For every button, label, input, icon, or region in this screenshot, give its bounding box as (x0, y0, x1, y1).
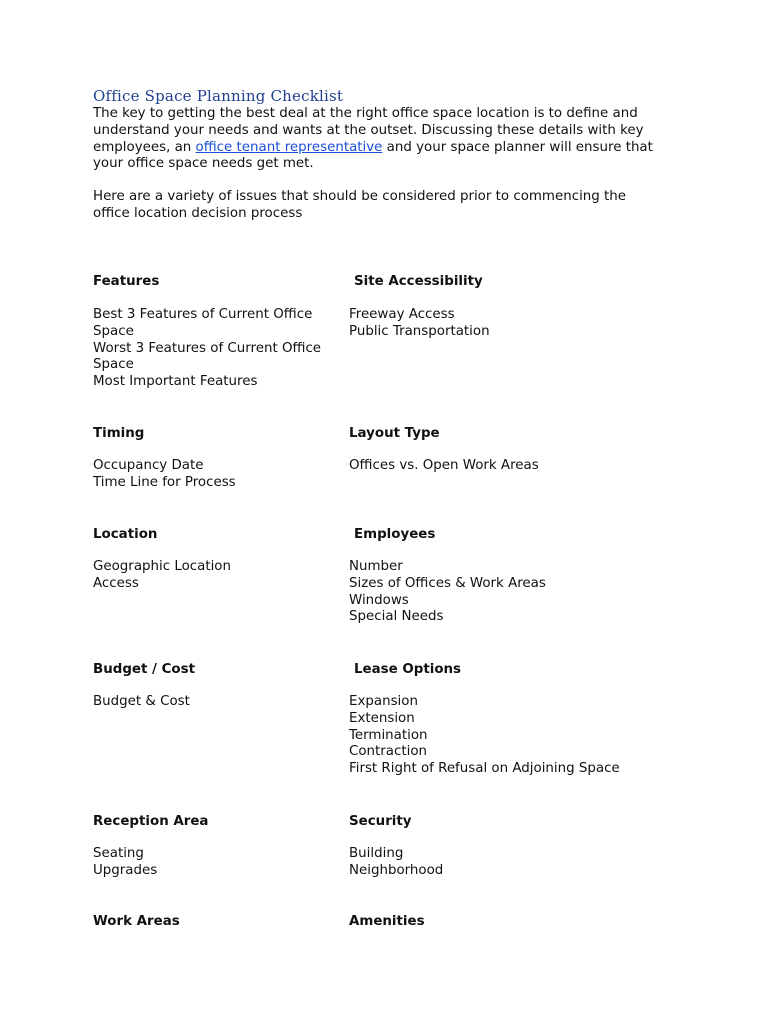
section-heading-reception-area: Reception Area (93, 814, 209, 829)
section-heading-amenities: Amenities (349, 914, 425, 929)
list-item: Freeway Access (349, 307, 455, 322)
list-item: Worst 3 Features of Current Office Space (93, 340, 322, 373)
list-item: Special Needs (349, 609, 444, 625)
section-heading-site-accessibility: Site Accessibility (354, 274, 483, 289)
list-item: Number (349, 559, 403, 574)
location-list (93, 559, 338, 593)
list-item: Best 3 Features of Current Office Space (93, 307, 313, 339)
features-list (93, 307, 338, 391)
list-item: Neighborhood (349, 862, 444, 878)
site-accessibility-list (349, 307, 649, 341)
list-item: Time Line for Process (93, 474, 236, 490)
document-title: Office Space Planning Checklist (93, 87, 344, 105)
list-item: Offices vs. Open Work Areas (349, 458, 539, 473)
reception-area-list (93, 846, 338, 880)
section-heading-location: Location (93, 527, 158, 542)
list-item: Termination (349, 727, 428, 743)
intro-paragraph-2: Here are a variety of issues that should be considered prior to commencing the office location decision process (93, 189, 627, 221)
section-heading-employees: Employees (354, 527, 436, 542)
section-heading-lease-options: Lease Options (354, 662, 462, 677)
list-item: Geographic Location (93, 559, 231, 574)
intro-text-start: The key to getting the best deal at the right office space location is to define and understand your needs and wants at the outset. Discussing these details with key employees, an (93, 106, 644, 155)
timing-list (93, 458, 338, 492)
office-tenant-representative-link[interactable]: office tenant representative (195, 139, 383, 155)
list-item: Sizes of Offices & Work Areas (349, 575, 546, 591)
security-list (349, 846, 649, 880)
intro-text-end: and your space planner will ensure that your office space needs get met. (93, 139, 653, 172)
list-item: Windows (349, 592, 409, 608)
list-item: Upgrades (93, 862, 158, 878)
list-item: Budget & Cost (93, 694, 190, 709)
list-item: Occupancy Date (93, 458, 204, 473)
section-heading-features: Features (93, 274, 160, 289)
section-heading-layout-type: Layout Type (349, 426, 440, 441)
section-heading-budget-cost: Budget / Cost (93, 662, 196, 677)
list-item: Seating (93, 846, 144, 861)
list-item: Public Transportation (349, 323, 490, 339)
list-item: Extension (349, 710, 415, 726)
section-heading-security: Security (349, 814, 412, 829)
list-item: Access (93, 575, 139, 591)
list-item: Contraction (349, 744, 428, 760)
list-item: Most Important Features (93, 374, 258, 390)
layout-type-list (349, 458, 649, 475)
list-item: Expansion (349, 694, 418, 709)
list-item: First Right of Refusal on Adjoining Space (349, 761, 620, 777)
budget-cost-list (93, 694, 338, 711)
intro-paragraph (93, 106, 653, 173)
lease-options-list (349, 694, 649, 778)
section-heading-timing: Timing (93, 426, 145, 441)
list-item: Building (349, 846, 404, 861)
employees-list (349, 559, 649, 626)
section-heading-work-areas: Work Areas (93, 914, 180, 929)
